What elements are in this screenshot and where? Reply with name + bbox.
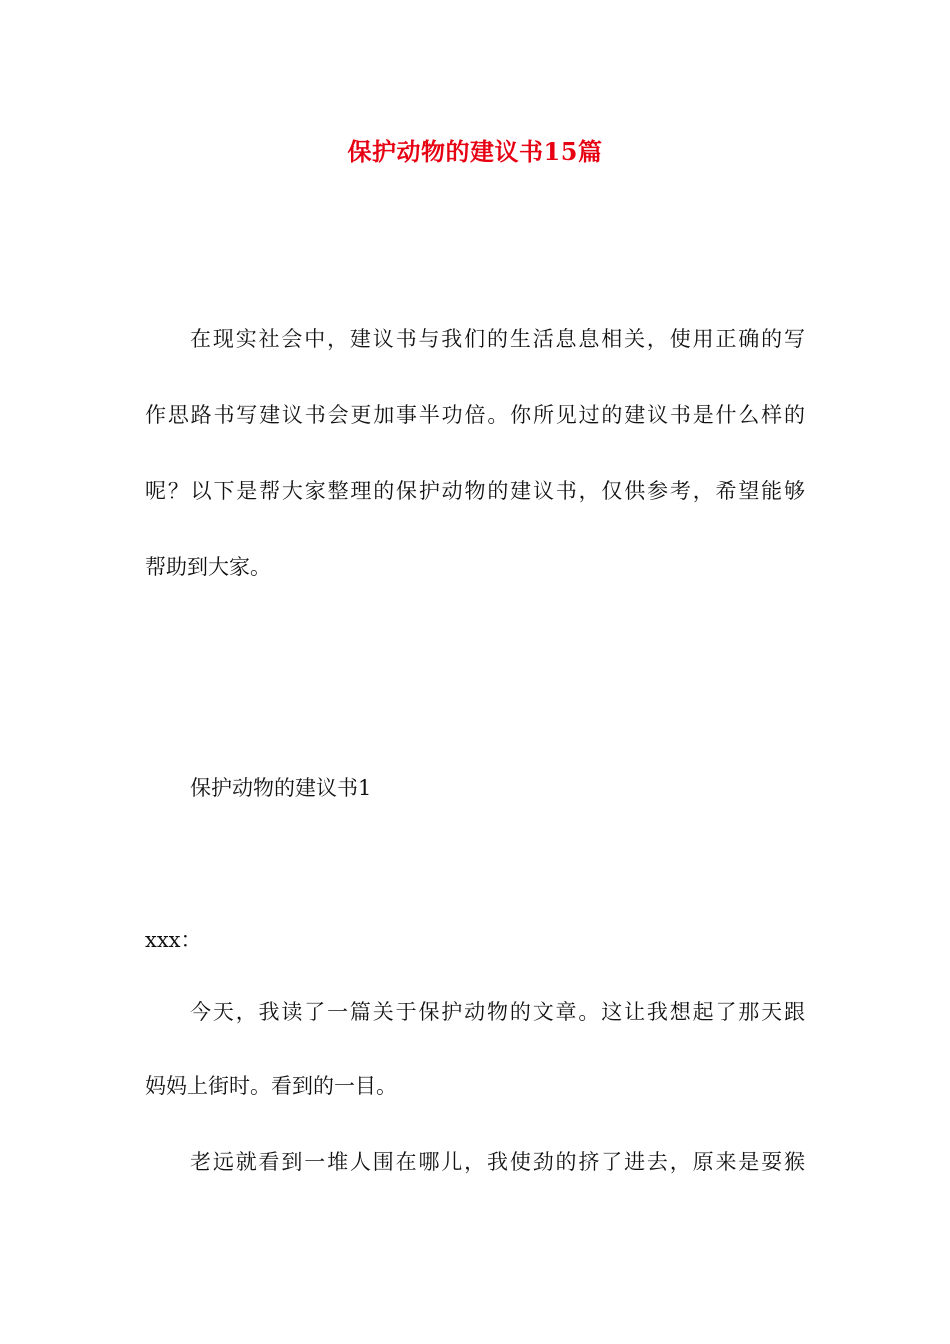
document-title: 保护动物的建议书15篇	[347, 137, 603, 166]
paragraph1-line-2: 妈妈上街时。看到的一目。	[145, 1074, 397, 1098]
intro-line-3: 呢？以下是帮大家整理的保护动物的建议书，仅供参考，希望能够	[145, 479, 805, 503]
section-heading: 保护动物的建议书1	[190, 776, 372, 800]
paragraph1-line-1: 今天，我读了一篇关于保护动物的文章。这让我想起了那天跟	[190, 1000, 805, 1024]
intro-line-1: 在现实社会中，建议书与我们的生活息息相关，使用正确的写	[190, 327, 805, 351]
paragraph2-line-1: 老远就看到一堆人围在哪儿，我使劲的挤了进去，原来是耍猴	[190, 1150, 805, 1174]
salutation: xxx：	[145, 928, 202, 952]
intro-line-2: 作思路书写建议书会更加事半功倍。你所见过的建议书是什么样的	[145, 403, 805, 427]
intro-line-4: 帮助到大家。	[145, 555, 271, 579]
